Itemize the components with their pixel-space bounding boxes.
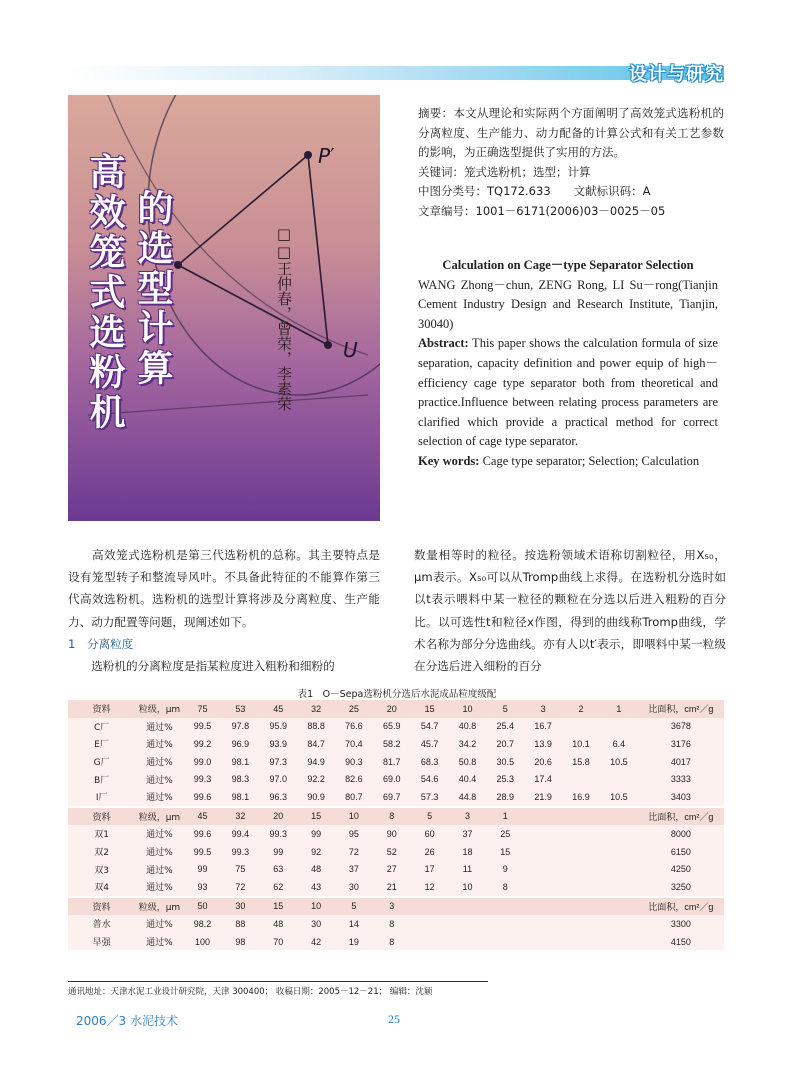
header-bar <box>68 66 724 80</box>
table-cell <box>562 860 600 878</box>
table-cell: 99.5 <box>184 718 222 736</box>
table-cell: 99 <box>259 843 297 861</box>
table-cell: 99 <box>184 860 222 878</box>
table-cell: 10 <box>449 878 487 897</box>
table-cell: 4017 <box>638 753 724 771</box>
table-cell: 96.9 <box>221 735 259 753</box>
table-header-cell: 45 <box>259 700 297 718</box>
table-cell: 3678 <box>638 718 724 736</box>
table-cell <box>524 915 562 933</box>
table-cell: 40.4 <box>449 770 487 788</box>
table-cell: 94.9 <box>297 753 335 771</box>
table-cell: 双3 <box>68 860 135 878</box>
table-cell: 通过% <box>135 735 183 753</box>
table-cell: 82.6 <box>335 770 373 788</box>
table-cell: 75 <box>221 860 259 878</box>
table-cell: 3403 <box>638 788 724 807</box>
table-cell: 双1 <box>68 825 135 843</box>
chinese-abstract <box>418 104 724 221</box>
table-cell: 25 <box>486 825 524 843</box>
particle-size-table <box>68 700 724 952</box>
table-cell: 双4 <box>68 878 135 897</box>
table-cell: 63 <box>259 860 297 878</box>
table-cell: 8000 <box>638 825 724 843</box>
table-cell: 93 <box>184 878 222 897</box>
table-cell <box>600 825 638 843</box>
table-cell: 45.7 <box>411 735 449 753</box>
table-cell: 98.2 <box>184 915 222 933</box>
table-header-cell: 53 <box>221 700 259 718</box>
table-cell: B厂 <box>68 770 135 788</box>
table-cell: 99.6 <box>184 788 222 807</box>
table-cell: 90.9 <box>297 788 335 807</box>
table-cell: 通过% <box>135 770 183 788</box>
journal-issue: 2006／3 水泥技术 <box>76 1014 178 1028</box>
table-cell: 3333 <box>638 770 724 788</box>
keywords-cn: 关键词：笼式选粉机；选型；计算 <box>418 164 591 179</box>
table-cell: 99.3 <box>221 843 259 861</box>
table-header-cell: 10 <box>297 897 335 916</box>
table-header-cell: 30 <box>221 897 259 916</box>
body-paragraph-2: 选粉机的分离粒度是指某粒度进入粗粉和细粉的 <box>68 659 335 674</box>
table-header-cell: 15 <box>259 897 297 916</box>
table-cell: 99.6 <box>184 825 222 843</box>
table-header-cell: 50 <box>184 897 222 916</box>
table-cell: 43 <box>297 878 335 897</box>
table-header-cell <box>562 807 600 826</box>
table-cell: 34.2 <box>449 735 487 753</box>
table-header-cell <box>600 897 638 916</box>
page-number: 25 <box>388 1012 400 1026</box>
table-cell: 10.1 <box>562 735 600 753</box>
table-cell: 72 <box>221 878 259 897</box>
table-cell: 19 <box>335 933 373 952</box>
table-header-cell: 3 <box>449 807 487 826</box>
section-heading-1: 1 分离粒度 <box>68 636 134 651</box>
table-cell: 62 <box>259 878 297 897</box>
table-header-cell: 5 <box>411 807 449 826</box>
table-cell <box>411 915 449 933</box>
table-cell: 10.5 <box>600 753 638 771</box>
table-cell: 37 <box>335 860 373 878</box>
table-header-cell: 资料 <box>68 807 135 826</box>
title-second-line: 的选型计算 <box>132 189 173 389</box>
table-cell: 30.5 <box>486 753 524 771</box>
table-cell: 12 <box>411 878 449 897</box>
table-header-cell: 比面积，cm²／g <box>638 897 724 916</box>
table-cell: 通过% <box>135 788 183 807</box>
table-header-cell: 比面积，cm²／g <box>638 700 724 718</box>
table-header-cell: 比面积，cm²／g <box>638 807 724 826</box>
table-cell: 84.7 <box>297 735 335 753</box>
table-cell <box>562 718 600 736</box>
table-header-row <box>68 807 724 826</box>
abstract-cn-text: 摘要：本文从理论和实际两个方面阐明了高效笼式选粉机的分离粒度、生产能力、动力配备的计算公式和有关工艺参数的影响，为正确选型提供了实用的方法。 <box>418 106 724 159</box>
table-row <box>68 735 724 753</box>
svg-text:U: U <box>343 338 358 362</box>
table-cell: 6.4 <box>600 735 638 753</box>
table-header-cell: 15 <box>411 700 449 718</box>
table-cell: 70.4 <box>335 735 373 753</box>
table-cell <box>600 718 638 736</box>
table-header-cell <box>600 807 638 826</box>
table-cell: C厂 <box>68 718 135 736</box>
table-cell: 97.8 <box>221 718 259 736</box>
table-cell: 37 <box>449 825 487 843</box>
table-header-cell: 10 <box>449 700 487 718</box>
table-cell: E厂 <box>68 735 135 753</box>
table-row <box>68 825 724 843</box>
table-header-row <box>68 897 724 916</box>
table-cell: 双2 <box>68 843 135 861</box>
table-cell: 8 <box>486 878 524 897</box>
table-row <box>68 788 724 807</box>
english-abstract-para <box>418 334 718 452</box>
table-row <box>68 915 724 933</box>
table-cell: 95 <box>335 825 373 843</box>
table-header-cell: 45 <box>184 807 222 826</box>
table-cell: 99.3 <box>184 770 222 788</box>
table-header-cell: 32 <box>297 700 335 718</box>
table-cell: 40.8 <box>449 718 487 736</box>
table-cell: 11 <box>449 860 487 878</box>
table-cell: 21.9 <box>524 788 562 807</box>
table-cell: 15 <box>486 843 524 861</box>
table-cell: 通过% <box>135 878 183 897</box>
table-cell: 54.7 <box>411 718 449 736</box>
table-cell: 80.7 <box>335 788 373 807</box>
table-cell: 42 <box>297 933 335 952</box>
table-cell: 99.0 <box>184 753 222 771</box>
table-header-cell <box>411 897 449 916</box>
table-header-cell: 5 <box>486 700 524 718</box>
table-cell: 90.3 <box>335 753 373 771</box>
table-header-cell: 粒级，μm <box>135 807 183 826</box>
authors-vertical: □□王仲春，曾荣，李素荣 <box>275 225 293 411</box>
clc-number: 中图分类号：TQ172.633 文献标识码：A <box>418 184 651 198</box>
body-paragraph-3: 数量相等时的粒径。按选粉领域术语称切割粒径，用X₅₀，μm表示。X₅₀可以从Tromp曲线上求得。在选粉机分选时如以t表示喂料中某一粒径的颗粒在分选以后进入粗粉的百分比。以可选性t和粒径x作图，得到的曲线称Tromp曲线，学术名称为部分分选曲线。亦有人以t′表示，即喂料中某一粒级在分选后进入细粉的百分 <box>414 548 726 674</box>
table-header-cell <box>486 897 524 916</box>
table-cell: 72 <box>335 843 373 861</box>
table-cell: 17.4 <box>524 770 562 788</box>
table-row <box>68 860 724 878</box>
table-cell: 58.2 <box>373 735 411 753</box>
title-first-line: 高效笼式选粉机 <box>84 153 125 433</box>
table-cell: 15.8 <box>562 753 600 771</box>
table-row <box>68 753 724 771</box>
table-cell: 70 <box>259 933 297 952</box>
table-cell <box>562 933 600 952</box>
table-cell: 54.6 <box>411 770 449 788</box>
table-cell: 18 <box>449 843 487 861</box>
table-cell: 97.0 <box>259 770 297 788</box>
abstract-label: Abstract: <box>418 336 469 351</box>
table-cell: 96.3 <box>259 788 297 807</box>
table-cell: 27 <box>373 860 411 878</box>
table-cell: 48 <box>297 860 335 878</box>
table-row <box>68 718 724 736</box>
table-cell: 3300 <box>638 915 724 933</box>
table-cell <box>600 878 638 897</box>
table-header-cell: 资料 <box>68 700 135 718</box>
table-row <box>68 878 724 897</box>
table-cell: 3250 <box>638 878 724 897</box>
table-cell: 92.2 <box>297 770 335 788</box>
table-cell: 30 <box>335 878 373 897</box>
table-cell: 25.4 <box>486 718 524 736</box>
footnote-rule <box>68 981 488 982</box>
table-cell: 通过% <box>135 825 183 843</box>
table-row <box>68 770 724 788</box>
table-cell: 69.0 <box>373 770 411 788</box>
table-cell <box>600 933 638 952</box>
table-header-cell: 资料 <box>68 897 135 916</box>
table-cell <box>600 770 638 788</box>
table-header-cell: 20 <box>373 700 411 718</box>
table-cell <box>600 915 638 933</box>
table-cell: I厂 <box>68 788 135 807</box>
table-header-cell: 20 <box>259 807 297 826</box>
table-cell: 98.1 <box>221 788 259 807</box>
table-cell: 92 <box>297 843 335 861</box>
table-cell: 通过% <box>135 843 183 861</box>
table-cell: 20.7 <box>486 735 524 753</box>
table-header-row <box>68 700 724 718</box>
table-cell <box>486 933 524 952</box>
english-keywords-para <box>418 452 718 472</box>
table-cell <box>562 878 600 897</box>
table-header-cell: 1 <box>600 700 638 718</box>
table-cell <box>524 860 562 878</box>
table-header-cell: 2 <box>562 700 600 718</box>
table-cell: 17 <box>411 860 449 878</box>
table-cell: 44.8 <box>449 788 487 807</box>
table-cell: G厂 <box>68 753 135 771</box>
table-cell: 30 <box>297 915 335 933</box>
abstract-en-text: This paper shows the calculation formula of size separation, capacity definition and power equip of high－efficiency cage type separator both from theoretical and practice.Influence between relating process parameters are clarified which provide a practical method for correct selection of cage type separator. <box>418 336 718 449</box>
table-cell: 65.9 <box>373 718 411 736</box>
table-cell <box>524 878 562 897</box>
table-cell: 50.8 <box>449 753 487 771</box>
table-cell <box>486 915 524 933</box>
table-cell <box>600 843 638 861</box>
table-cell: 52 <box>373 843 411 861</box>
table-header-cell: 10 <box>335 807 373 826</box>
table-cell: 88 <box>221 915 259 933</box>
table-cell: 76.6 <box>335 718 373 736</box>
body-right-column <box>414 544 726 677</box>
table-header-cell: 8 <box>373 807 411 826</box>
table-header-cell <box>524 897 562 916</box>
table-cell: 68.3 <box>411 753 449 771</box>
table-cell: 98.1 <box>221 753 259 771</box>
table-cell: 14 <box>335 915 373 933</box>
table-cell: 通过% <box>135 753 183 771</box>
table-header-cell: 5 <box>335 897 373 916</box>
table-header-cell <box>449 897 487 916</box>
table-cell: 16.7 <box>524 718 562 736</box>
table-cell: 8 <box>373 933 411 952</box>
table-cell: 通过% <box>135 860 183 878</box>
body-paragraph-intro: 高效笼式选粉机是第三代选粉机的总称。其主要特点是设有笼型转子和整流导风叶。不具备此特征的不能算作第三代高效选粉机。选粉机的选型计算将涉及分离粒度、生产能力、动力配置等问题，现阐述如下。 <box>68 548 380 629</box>
table-cell <box>411 933 449 952</box>
table-cell: 88.8 <box>297 718 335 736</box>
table-cell: 早强 <box>68 933 135 952</box>
section-title: 设计与研究 <box>629 64 724 85</box>
table-cell: 21 <box>373 878 411 897</box>
table-cell: 99.4 <box>221 825 259 843</box>
table-cell: 99 <box>297 825 335 843</box>
table-header-cell: 粒级，μm <box>135 700 183 718</box>
english-authors: WANG Zhong－chun, ZENG Rong, LI Su－rong(Tianjin Cement Industry Design and Research Institute, Tianjin, 30040) <box>418 277 718 331</box>
table-cell: 57.3 <box>411 788 449 807</box>
table-cell: 99.3 <box>259 825 297 843</box>
table-cell: 90 <box>373 825 411 843</box>
table-cell <box>449 915 487 933</box>
table-cell: 99.2 <box>184 735 222 753</box>
table-cell: 3176 <box>638 735 724 753</box>
footnote: 通讯地址：天津水泥工业设计研究院，天津 300400； 收稿日期：2005－12－21； 编辑：沈颖 <box>68 987 433 997</box>
table-cell <box>562 770 600 788</box>
table-cell: 8 <box>373 915 411 933</box>
table-cell: 4150 <box>638 933 724 952</box>
table-header-cell: 3 <box>524 700 562 718</box>
body-left-column <box>68 544 380 677</box>
table-header-cell <box>562 897 600 916</box>
table-cell: 98.3 <box>221 770 259 788</box>
table-cell <box>600 860 638 878</box>
table-header-cell <box>524 807 562 826</box>
table-cell <box>562 825 600 843</box>
table-header-cell: 粒级，μm <box>135 897 183 916</box>
table-header-cell: 32 <box>221 807 259 826</box>
table-cell <box>449 933 487 952</box>
table-header-cell: 25 <box>335 700 373 718</box>
table-cell: 25.3 <box>486 770 524 788</box>
keywords-label: Key words: <box>418 453 480 468</box>
table-caption: 表1 O－Sepa选粉机分选后水泥成品粒度级配 <box>297 689 497 700</box>
table-cell <box>524 933 562 952</box>
table-header-cell: 15 <box>297 807 335 826</box>
table-cell: 100 <box>184 933 222 952</box>
table-cell: 95.9 <box>259 718 297 736</box>
table-cell <box>562 915 600 933</box>
table-cell: 10.5 <box>600 788 638 807</box>
table-cell: 26 <box>411 843 449 861</box>
table-cell <box>524 825 562 843</box>
title-artwork <box>68 95 380 521</box>
table-cell: 93.9 <box>259 735 297 753</box>
table-cell: 6150 <box>638 843 724 861</box>
table-cell: 4250 <box>638 860 724 878</box>
table-cell: 28.9 <box>486 788 524 807</box>
table-cell: 通过% <box>135 915 183 933</box>
table-cell: 通过% <box>135 933 183 952</box>
table-cell: 60 <box>411 825 449 843</box>
table-cell: 97.3 <box>259 753 297 771</box>
svg-text:P′: P′ <box>318 144 335 168</box>
table-row <box>68 933 724 952</box>
table-cell: 9 <box>486 860 524 878</box>
table-cell: 98 <box>221 933 259 952</box>
table-cell: 通过% <box>135 718 183 736</box>
article-number: 文章编号：1001－6171(2006)03－0025－05 <box>418 203 666 218</box>
table-cell: 16.9 <box>562 788 600 807</box>
english-abstract <box>418 256 718 472</box>
table-header-cell: 75 <box>184 700 222 718</box>
table-cell <box>524 843 562 861</box>
table-cell: 13.9 <box>524 735 562 753</box>
english-title: Calculation on Cage－type Separator Selection <box>442 258 694 272</box>
keywords-en-text: Cage type separator; Selection; Calculation <box>479 453 700 468</box>
table-cell: 普水 <box>68 915 135 933</box>
table-header-cell: 3 <box>373 897 411 916</box>
table-header-cell: 1 <box>486 807 524 826</box>
table-row <box>68 843 724 861</box>
table-cell: 20.6 <box>524 753 562 771</box>
table-cell: 69.7 <box>373 788 411 807</box>
table-cell: 99.5 <box>184 843 222 861</box>
table-cell <box>562 843 600 861</box>
table-cell: 48 <box>259 915 297 933</box>
table-cell: 81.7 <box>373 753 411 771</box>
